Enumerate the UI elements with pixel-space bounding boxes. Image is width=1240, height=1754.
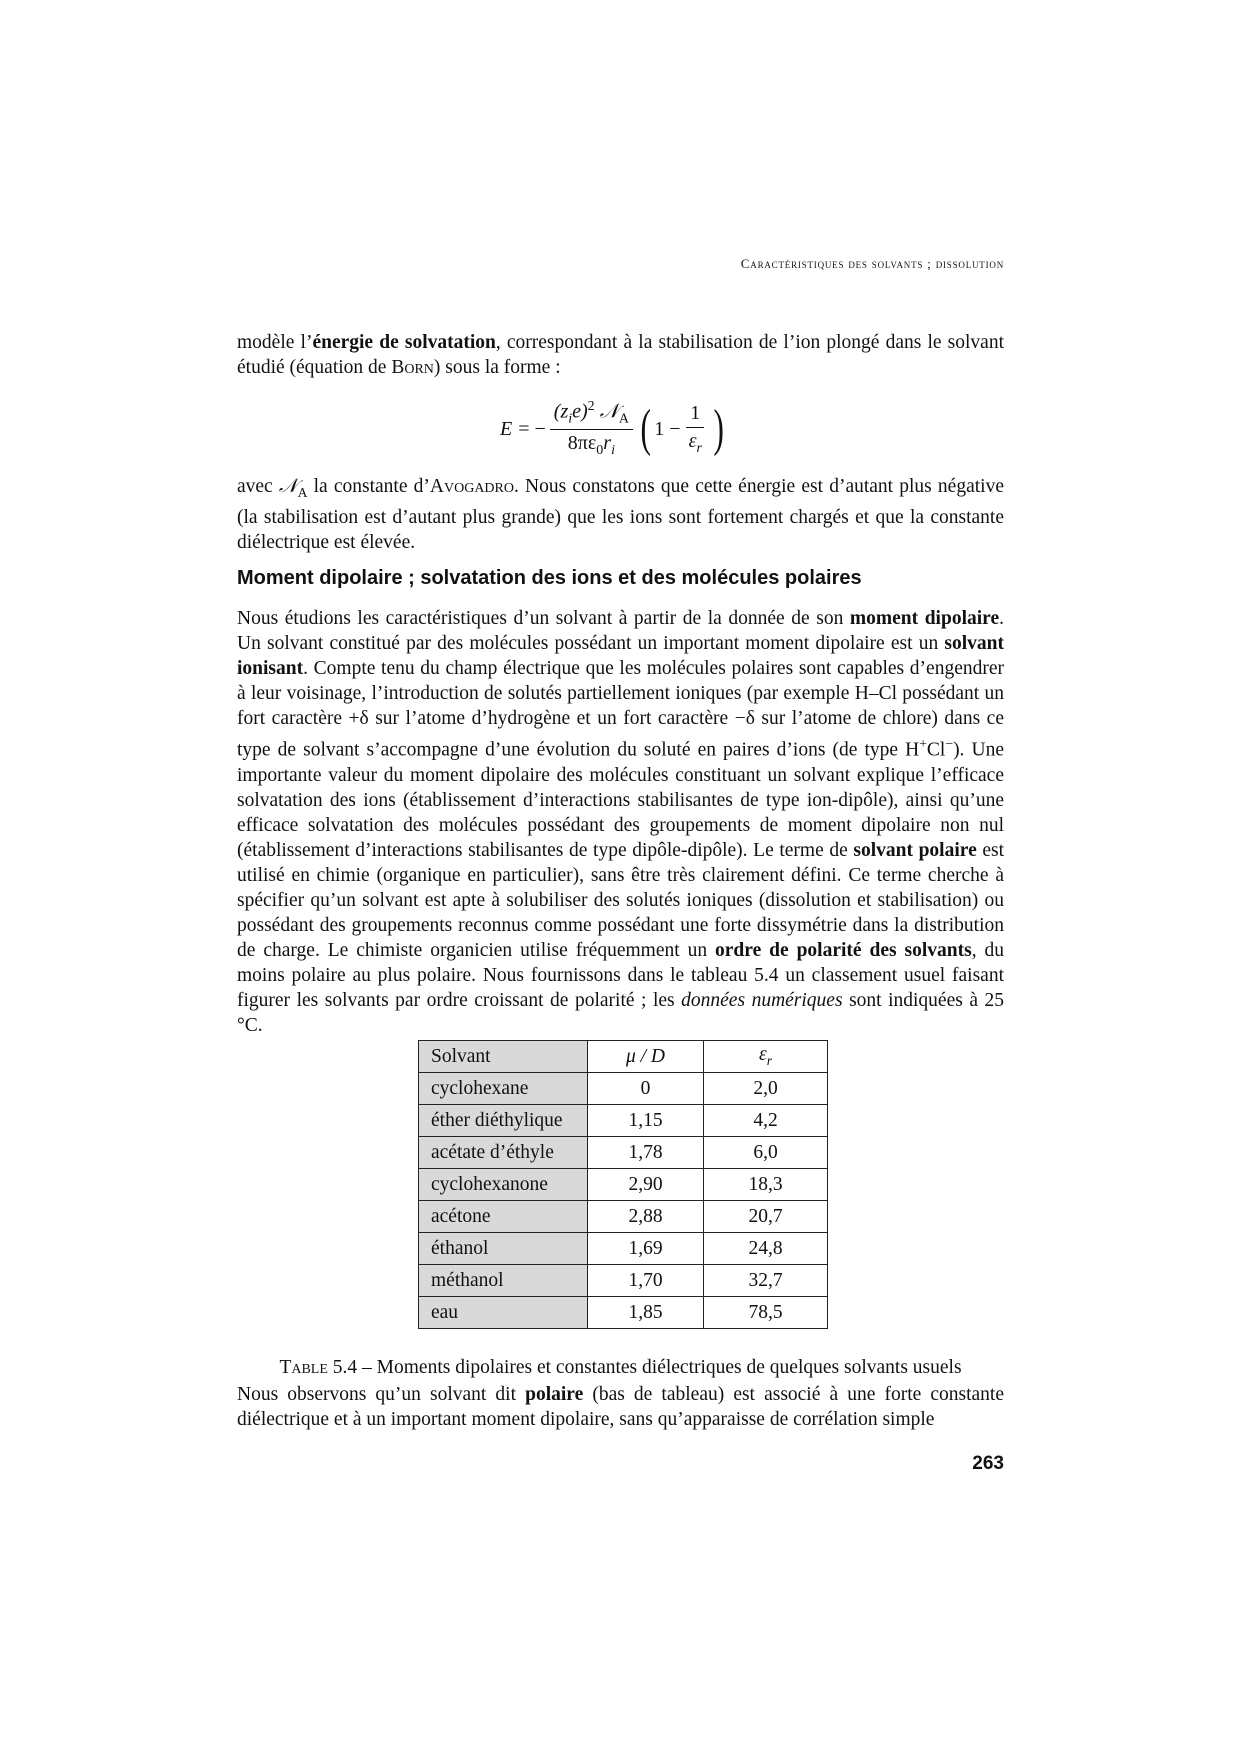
avogadro-sub: A (297, 484, 308, 500)
italic-term: données numériques (681, 989, 843, 1011)
inner-numerator: 1 (686, 402, 704, 428)
text: . Nous constatons que cette énergie est d’autant plus négative (la stabilisation est d’autant plus grande) que les ions sont fortement chargés et que la constante diélectrique est élevée. (237, 476, 1004, 553)
equation-sign: = − (518, 417, 546, 440)
dipole-value: 2,90 (588, 1169, 704, 1201)
text: sont indiquées à 25 °C. (237, 989, 1005, 1036)
section-heading: Moment dipolaire ; solvatation des ions et des molécules polaires (237, 567, 862, 589)
paragraph-avogadro (237, 474, 1004, 555)
solvent-name: eau (419, 1297, 588, 1329)
dipole-value: 2,88 (588, 1201, 704, 1233)
caption-label: Table 5.4 (279, 1357, 358, 1378)
dipole-value: 1,15 (588, 1105, 704, 1137)
paragraph-polar-solvent (237, 1382, 1004, 1432)
header-mu (588, 1041, 704, 1073)
dielectric-value: 18,3 (704, 1169, 828, 1201)
solvent-name: acétone (419, 1201, 588, 1233)
table-row (419, 1201, 828, 1233)
superscript: − (945, 736, 954, 751)
solvent-table (418, 1040, 828, 1329)
text: . Un solvant constitué par des molécules possédant un important moment dipolaire est un (237, 608, 1004, 654)
text: , correspondant à la stabilisation de l’ion plongé dans le solvant étudié (équation de (237, 332, 1005, 378)
num-part: e) (572, 400, 588, 423)
bold-term: solvant ionisant (237, 633, 1004, 679)
bold-term: solvant polaire (853, 839, 977, 861)
mu-label: μ / D (625, 1045, 666, 1067)
text: . Compte tenu du champ électrique que les molécules polaires sont capables d’engendrer à leur voisinage, l’introduction de solutés partiellement ioniques (par exemple H–Cl possédant un fort caractère +δ sur l’atome d’hydrogène et un fort caractère −δ sur l’atome de chlore) dans ce type de solvant s’accompagne d’une évolution du soluté en paires d’ions (de type H (237, 658, 1004, 761)
table-header-row (419, 1041, 828, 1073)
paragraph-dipole-moment (237, 606, 1004, 1038)
epsilon-sub: r (766, 1052, 772, 1068)
fraction-numerator (550, 399, 633, 431)
bold-term: moment dipolaire (849, 608, 1000, 629)
solvent-name: éther diéthylique (419, 1105, 588, 1137)
avogadro-symbol: 𝒩 (599, 400, 619, 423)
dipole-value: 0 (588, 1073, 704, 1105)
num-sub: A (618, 411, 629, 427)
text: avec (237, 476, 279, 497)
table-row (419, 1297, 828, 1329)
text: Nous étudions les caractéristiques d’un solvant à partir de la donnée de son (237, 608, 850, 629)
num-sub: i (568, 411, 573, 427)
dielectric-value: 2,0 (704, 1073, 828, 1105)
inner-denominator (685, 428, 706, 457)
left-paren: ( (640, 400, 651, 457)
avogadro-symbol: 𝒩 (278, 476, 298, 497)
dielectric-value: 78,5 (704, 1297, 828, 1329)
dipole-value: 1,78 (588, 1137, 704, 1169)
den-part: r (603, 432, 612, 455)
dielectric-value: 32,7 (704, 1265, 828, 1297)
bold-term: ordre de polarité des solvants (715, 939, 972, 961)
dipole-value: 1,70 (588, 1265, 704, 1297)
text: ). Une importante valeur du moment dipolaire des molécules constituant un solvant explique l’efficace solvatation des ions (établissement d’interactions stabilisantes de type ion-dipôle), ainsi qu’une efficace solvatation des molécules possédant des groupements de moment dipolaire non nul (établissement d’interactions stabilisantes de type dipôle-dipôle). Le terme de (237, 739, 1004, 861)
equation-lhs: E (500, 417, 513, 440)
text: Cl (926, 739, 946, 761)
epsilon: ε (688, 429, 697, 452)
solvent-name: éthanol (419, 1233, 588, 1265)
table-row (419, 1105, 828, 1137)
solvent-name: cyclohexane (419, 1073, 588, 1105)
right-paren: ) (713, 400, 724, 457)
epsilon-sub: r (696, 440, 702, 456)
text: (bas de tableau) est associé à une forte constante diélectrique et à un important moment dipolaire, sans qu’apparaisse de corrélation simple (237, 1384, 1005, 1430)
num-part: (z (553, 400, 569, 423)
text: Nous observons qu’un solvant dit (237, 1384, 526, 1405)
author-name: Born (391, 357, 434, 378)
solvent-name: méthanol (419, 1265, 588, 1297)
table-row (419, 1073, 828, 1105)
equation-one-minus: 1 − (654, 417, 681, 440)
fraction-denominator (564, 430, 619, 459)
dielectric-value: 6,0 (704, 1137, 828, 1169)
dipole-value: 1,85 (588, 1297, 704, 1329)
dielectric-value: 24,8 (704, 1233, 828, 1265)
text: la constante d’ (307, 476, 430, 497)
den-part: 8πε (567, 432, 597, 455)
epsilon-label: ε (759, 1044, 767, 1066)
dipole-value: 1,69 (588, 1233, 704, 1265)
den-sub: i (611, 443, 615, 459)
equation-fraction (550, 399, 633, 460)
inner-fraction (685, 402, 706, 457)
solvent-name: cyclohexanone (419, 1169, 588, 1201)
header-solvant: Solvant (419, 1041, 588, 1073)
born-equation (500, 398, 727, 460)
page-number: 263 (972, 1453, 1004, 1474)
den-sub: 0 (596, 443, 604, 459)
text: est utilisé en chimie (organique en particulier), sans être très clairement défini. Ce terme cherche à spécifier qu’un solvant est apte à solubiliser des solutés ioniques (dissolution et stabilisation) ou possédant des groupements reconnus comme possédant une forte dissymétrie dans la distribution de charge. Le chimiste organicien utilise fréquemment un (237, 839, 1005, 961)
header-eps (704, 1041, 828, 1073)
author-name: Avogadro (429, 476, 514, 497)
table-caption (237, 1357, 1004, 1379)
text: ) sous la forme : (433, 357, 561, 378)
dielectric-value: 4,2 (704, 1105, 828, 1137)
table-row (419, 1137, 828, 1169)
running-title: Caractéristiques des solvants ; dissolution (740, 256, 1004, 271)
dielectric-value: 20,7 (704, 1201, 828, 1233)
text: modèle l’ (237, 332, 313, 353)
solvent-name: acétate d’éthyle (419, 1137, 588, 1169)
bold-term: polaire (525, 1384, 584, 1405)
table-row (419, 1265, 828, 1297)
bold-term: énergie de solvatation (312, 332, 496, 353)
caption-text: – Moments dipolaires et constantes diélectriques de quelques solvants usuels (357, 1357, 962, 1378)
table-row (419, 1169, 828, 1201)
num-sup: 2 (587, 398, 595, 414)
paragraph-solvation-energy (237, 330, 1004, 380)
superscript: + (919, 736, 927, 751)
table-row (419, 1233, 828, 1265)
text: , du moins polaire au plus polaire. Nous fournissons dans le tableau 5.4 un classement usuel faisant figurer les solvants par ordre croissant de polarité ; les (237, 939, 1005, 1011)
